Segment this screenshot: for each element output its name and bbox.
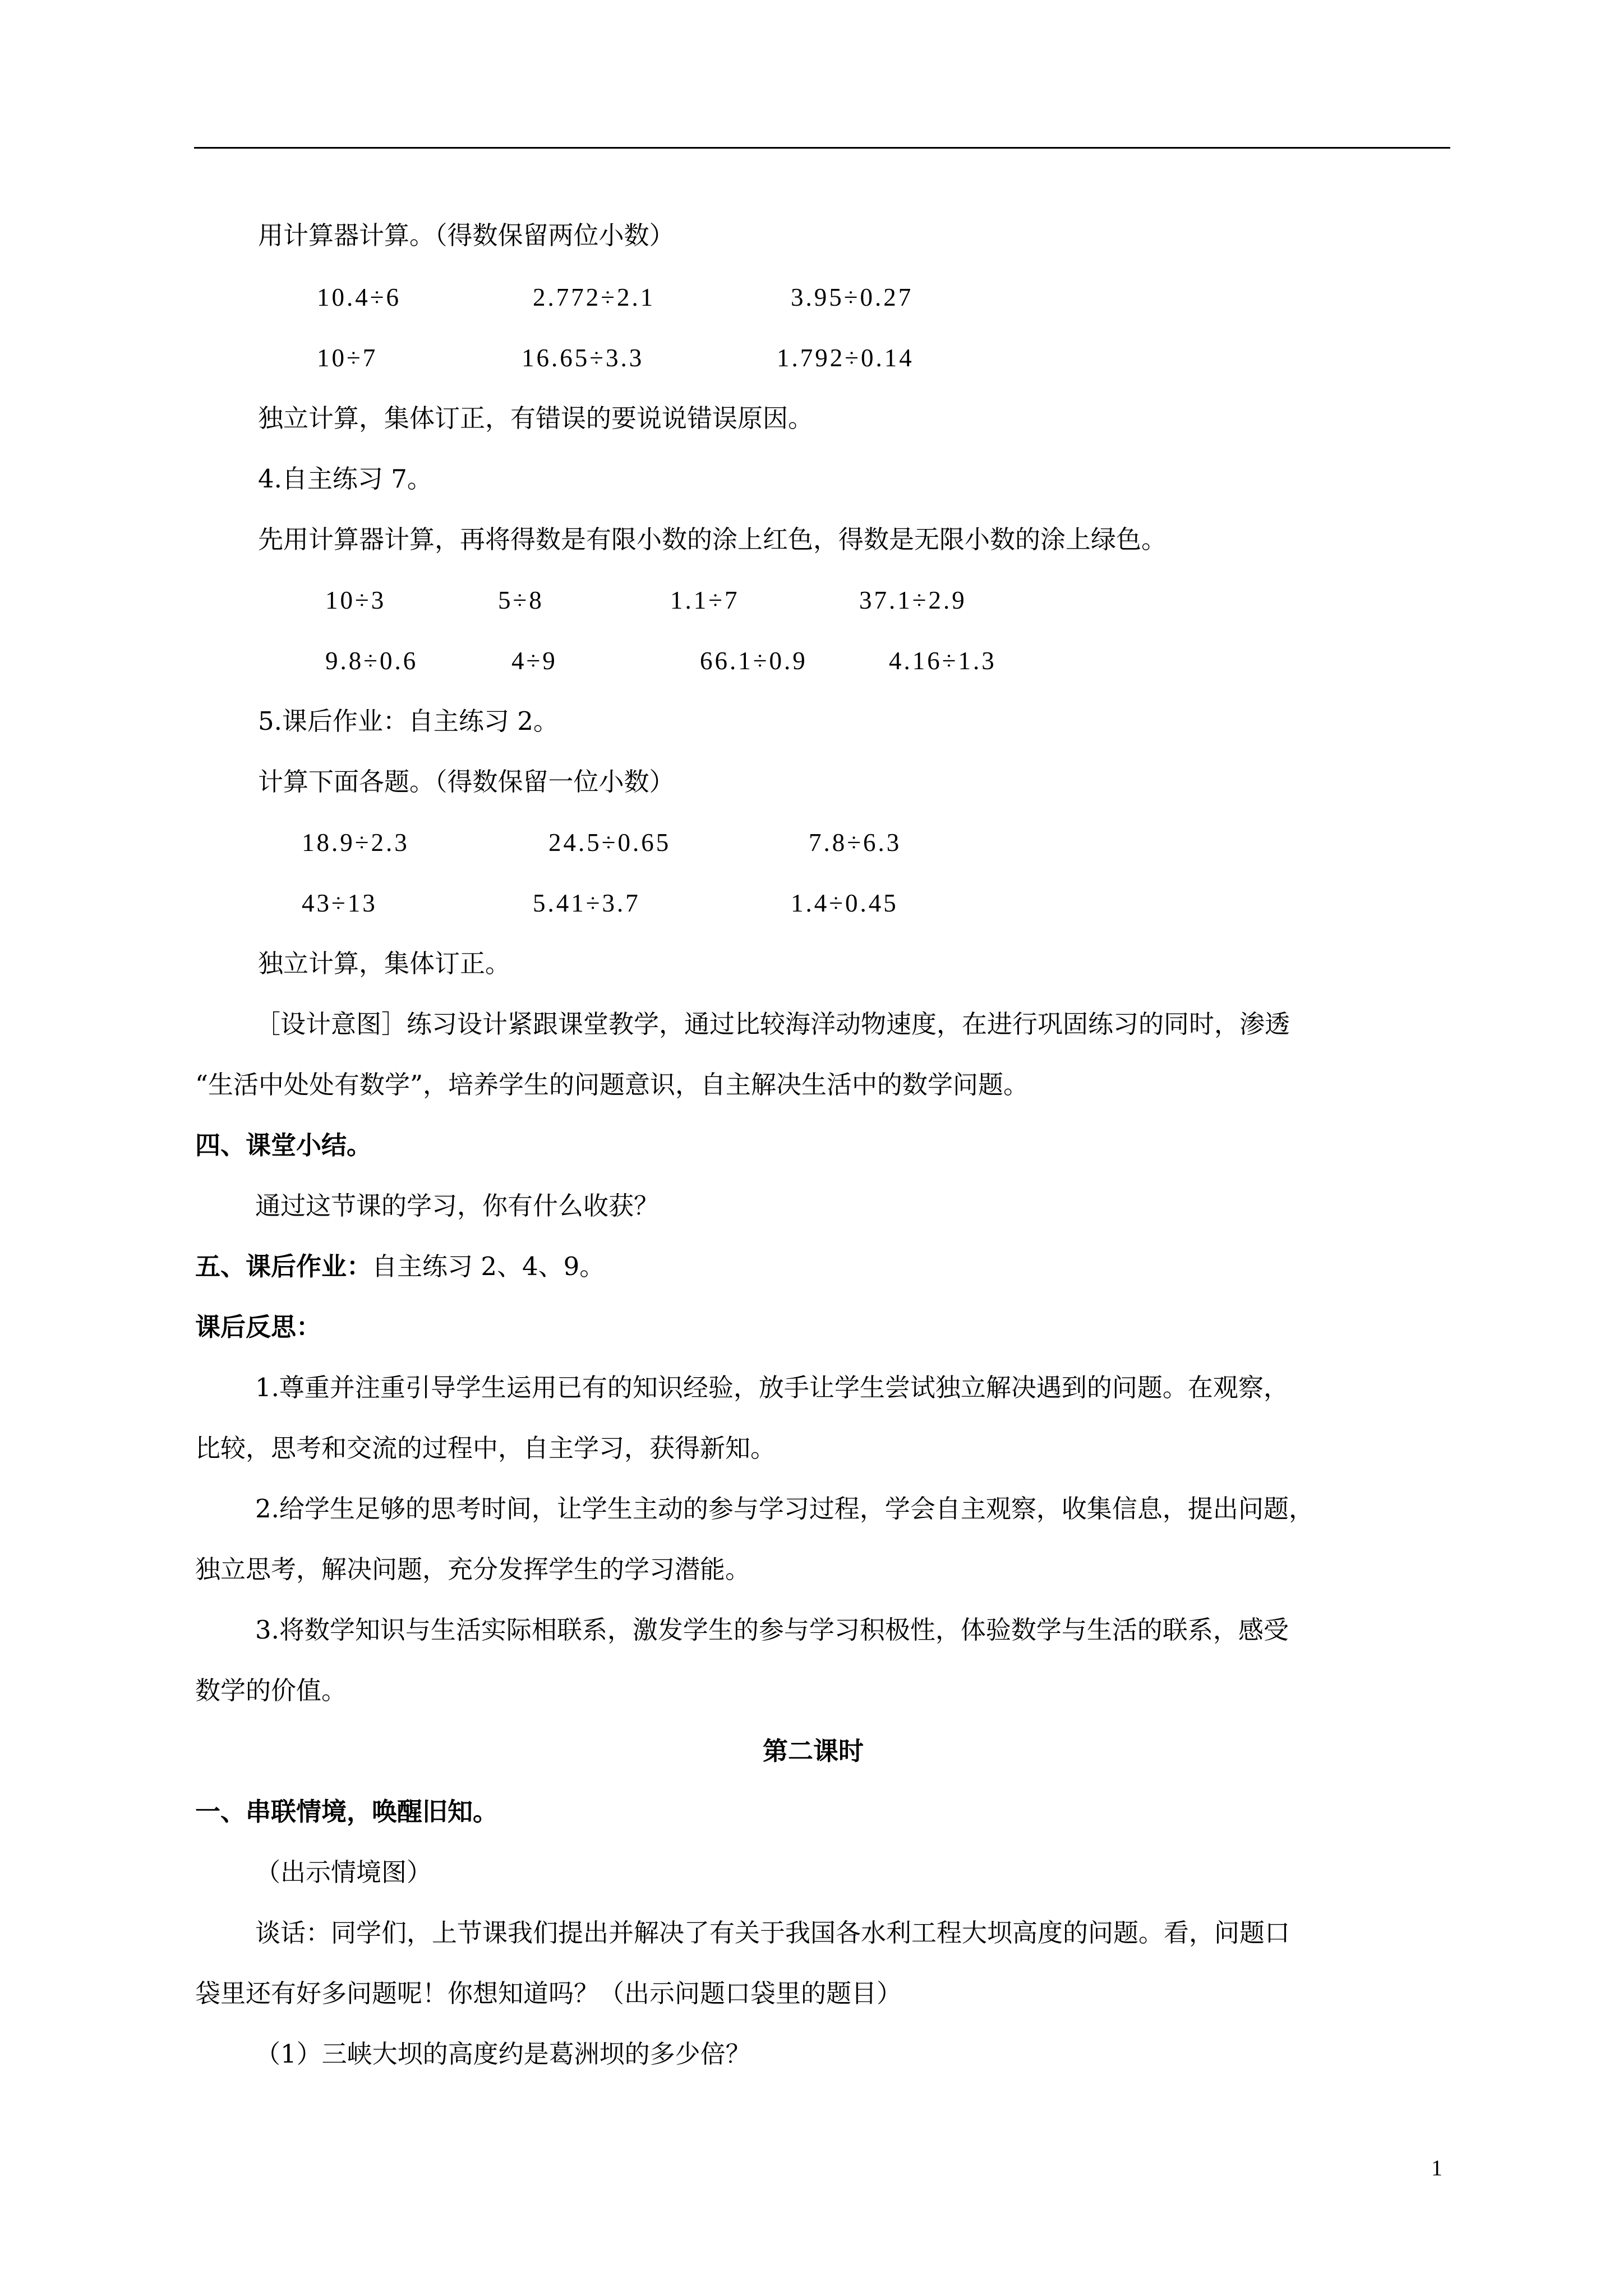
section-heading-label: 五、课后作业： <box>195 1251 372 1281</box>
section-heading <box>195 1250 605 1283</box>
design-intent-continued: “生活中处处有数学”，培养学生的问题意识，自主解决生活中的数学问题。 <box>195 1070 1029 1099</box>
expression: 18.9÷2.3 <box>302 829 409 857</box>
item-heading: 5.课后作业：自主练习 2。 <box>258 706 559 736</box>
design-intent: ［设计意图］练习设计紧跟课堂教学，通过比较海洋动物速度，在进行巩固练习的同时，渗透 <box>255 1009 1290 1039</box>
expression: 4.16÷1.3 <box>889 647 997 675</box>
expression: 37.1÷2.9 <box>859 586 967 614</box>
paragraph: 独立计算，集体订正，有错误的要说说错误原因。 <box>258 403 814 433</box>
expression: 10÷3 <box>325 586 386 614</box>
exercise-instruction: 计算下面各题。（得数保留一位小数） <box>258 767 675 797</box>
paragraph: 通过这节课的学习，你有什么收获？ <box>255 1191 660 1221</box>
reflection-item: 3.将数学知识与生活实际相联系，激发学生的参与学习积极性，体验数学与生活的联系，感受 <box>255 1615 1289 1645</box>
expression: 4÷9 <box>511 647 557 675</box>
section-heading: 一、串联情境，唤醒旧知。 <box>195 1797 499 1826</box>
expression: 5.41÷3.7 <box>533 889 640 917</box>
expression: 3.95÷0.27 <box>791 283 914 311</box>
item-heading: 4.自主练习 7。 <box>258 464 432 494</box>
section-heading: 四、课堂小结。 <box>195 1130 372 1160</box>
reflection-item-continued: 数学的价值。 <box>195 1676 347 1705</box>
expression: 1.4÷0.45 <box>791 889 898 917</box>
expression: 10.4÷6 <box>317 283 401 311</box>
reflection-item: 1.尊重并注重引导学生运用已有的知识经验，放手让学生尝试独立解决遇到的问题。在观察， <box>255 1373 1289 1402</box>
reflection-item: 2.给学生足够的思考时间，让学生主动的参与学习过程，学会自主观察，收集信息，提出问题， <box>255 1494 1314 1524</box>
paragraph: 谈话：同学们，上节课我们提出并解决了有关于我国各水利工程大坝高度的问题。看，问题口 <box>255 1918 1290 1948</box>
expression: 1.792÷0.14 <box>777 344 914 372</box>
question: （1）三峡大坝的高度约是葛洲坝的多少倍？ <box>255 2039 751 2069</box>
expression: 66.1÷0.9 <box>700 647 808 675</box>
expression: 43÷13 <box>302 889 377 917</box>
reflection-item-continued: 独立思考，解决问题，充分发挥学生的学习潜能。 <box>195 1554 751 1584</box>
expression: 1.1÷7 <box>670 586 740 614</box>
header-rule <box>194 147 1450 149</box>
page-number: 1 <box>1431 2155 1442 2180</box>
expression: 5÷8 <box>498 586 544 614</box>
expression: 2.772÷2.1 <box>533 283 656 311</box>
paragraph: 独立计算，集体订正。 <box>258 949 511 978</box>
paragraph-continued: 袋里还有好多问题呢！你想知道吗？（出示问题口袋里的题目） <box>195 1978 902 2008</box>
paragraph: （出示情境图） <box>255 1857 432 1887</box>
section-heading: 课后反思： <box>195 1312 322 1342</box>
reflection-item-continued: 比较，思考和交流的过程中，自主学习，获得新知。 <box>195 1433 776 1463</box>
expression: 9.8÷0.6 <box>325 647 418 675</box>
expression: 10÷7 <box>317 344 378 372</box>
lesson-title: 第二课时 <box>763 1736 864 1766</box>
exercise-instruction: 先用计算器计算，再将得数是有限小数的涂上红色，得数是无限小数的涂上绿色。 <box>258 524 1167 554</box>
exercise-instruction: 用计算器计算。（得数保留两位小数） <box>258 220 675 250</box>
expression: 7.8÷6.3 <box>809 829 902 857</box>
section-heading-text: 自主练习 2、4、9。 <box>372 1251 605 1281</box>
expression: 24.5÷0.65 <box>548 829 671 857</box>
expression: 16.65÷3.3 <box>522 344 644 372</box>
